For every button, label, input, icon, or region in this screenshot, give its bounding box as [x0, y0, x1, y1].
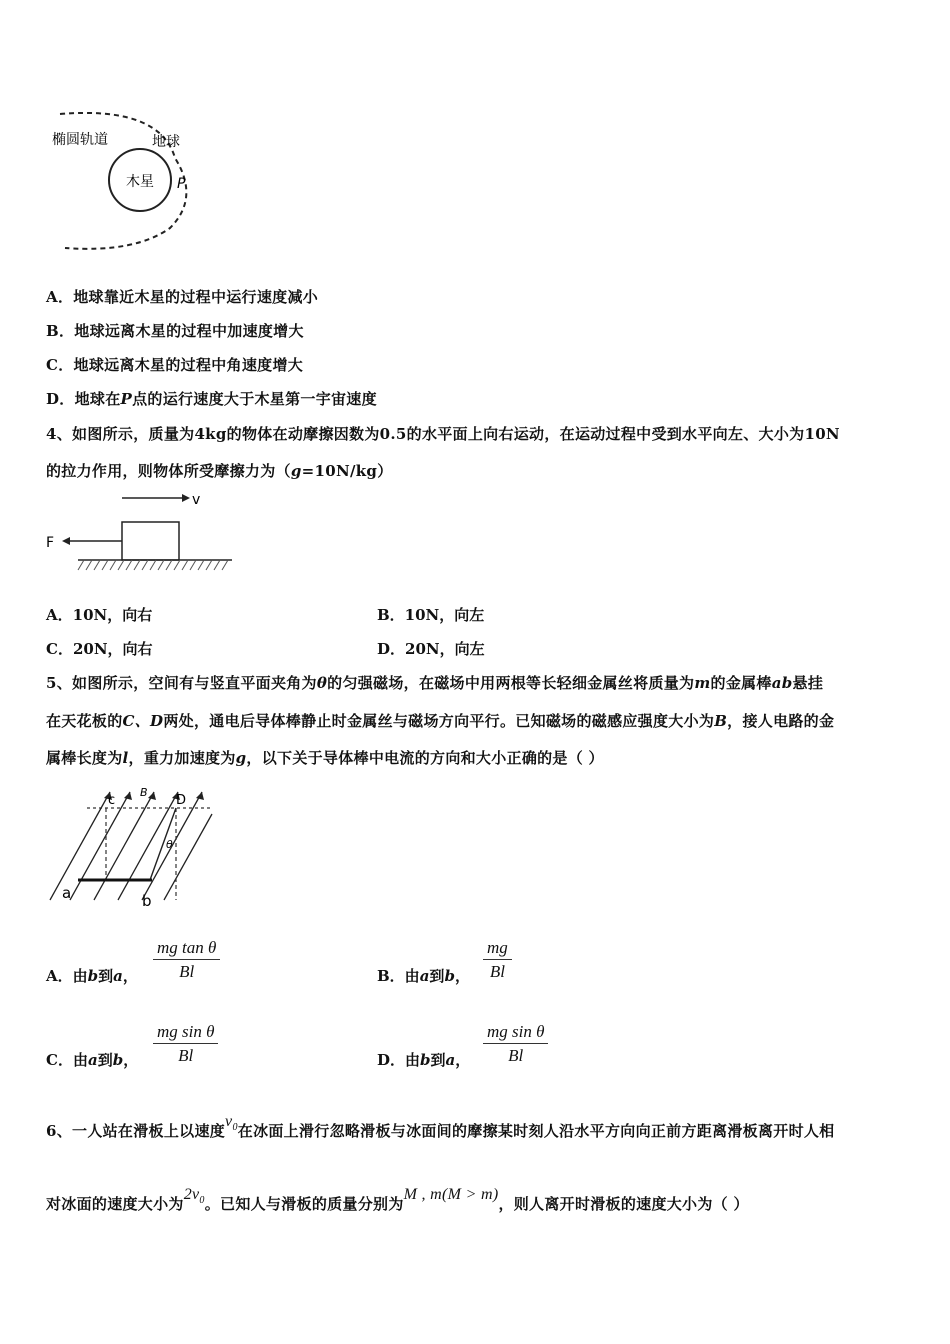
q5-fraction-d: $\frac{\text{mg sin θ}}{Bl}$ — [483, 1022, 548, 1066]
q4-option-d[interactable]: D．20N，向左 — [377, 640, 485, 658]
ground-hatch — [78, 560, 228, 570]
theta-label: θ — [166, 838, 173, 851]
q4-stem-line1: 4、如图所示，质量为4kg的物体在动摩擦因数为0.5的水平面上向右运动，在运动过程中受到水平向左、大小为10N — [46, 425, 840, 443]
force-arrowhead — [62, 537, 70, 545]
field-arrowheads — [104, 792, 204, 800]
two-v0-symbol: $2v_0$ — [183, 1186, 205, 1207]
p-label: P — [177, 176, 186, 192]
a-label: a — [62, 884, 72, 902]
block-figure — [40, 488, 240, 578]
v0-symbol: $v_0$ — [225, 1113, 238, 1134]
masses-expression: M , m(M > m) — [403, 1186, 499, 1203]
q4-stem-line2: 的拉力作用，则物体所受摩擦力为（g=10N/kg） — [46, 462, 393, 480]
b-field-label: B — [140, 786, 148, 799]
q3-option-b[interactable]: B．地球远离木星的过程中加速度增大 — [46, 322, 304, 340]
v-label: v — [192, 492, 201, 508]
jupiter-label: 木星 — [126, 174, 154, 190]
q3-option-c[interactable]: C．地球远离木星的过程中角速度增大 — [46, 356, 304, 374]
q5-option-b[interactable]: B．由a到b， — [377, 967, 470, 985]
c-label: c — [108, 793, 116, 808]
q3-option-a[interactable]: A．地球靠近木星的过程中运行速度减小 — [46, 288, 319, 306]
block-rect — [122, 522, 179, 560]
q3-option-d[interactable]: D．地球在P点的运行速度大于木星第一宇宙速度 — [46, 390, 377, 408]
q4-option-b[interactable]: B．10N，向左 — [377, 606, 485, 624]
q5-fraction-b: $\frac{mg}{Bl}$ — [483, 938, 512, 982]
q5-fraction-a: $\frac{\text{mg tan θ}}{Bl}$ — [153, 938, 220, 982]
d-label: D — [176, 793, 187, 808]
q5-stem-line1: 5、如图所示，空间有与竖直平面夹角为θ的匀强磁场，在磁场中用两根等长轻细金属丝将质量为m的金属棒ab悬挂 — [46, 674, 824, 692]
q5-stem-line2: 在天花板的C、D两处，通电后导体棒静止时金属丝与磁场方向平行。已知磁场的磁感应强度大小为B，接人电路的金 — [46, 712, 835, 730]
q5-stem-line3: 属棒长度为l，重力加速度为g，以下关于导体棒中电流的方向和大小正确的是（ ） — [46, 749, 604, 767]
q5-option-a[interactable]: A．由b到a， — [46, 967, 138, 985]
q5-fraction-c: $\frac{\text{mg sin θ}}{Bl}$ — [153, 1022, 218, 1066]
earth-label: 地球 — [152, 134, 180, 150]
q4-option-c[interactable]: C．20N，向右 — [46, 640, 153, 658]
f-label: F — [46, 535, 55, 551]
q4-option-a[interactable]: A．10N，向右 — [46, 606, 153, 624]
q5-option-d[interactable]: D．由b到a， — [377, 1051, 471, 1069]
b-label: b — [142, 892, 152, 910]
q6-stem-line1: 6、一人站在滑板上以速度$v_0$在冰面上滑行忽略滑板与冰面间的摩擦某时刻人沿水平方向向正前方距离滑板离开时人相 — [46, 1113, 835, 1140]
orbit-label: 椭圆轨道 — [52, 132, 108, 148]
magnetic-field-figure — [42, 782, 217, 910]
q6-stem-line2: 对冰面的速度大小为$2v_0$。已知人与滑板的质量分别为M , m(M > m)，则人离开时滑板的速度大小为（ ） — [46, 1186, 749, 1213]
q5-option-c[interactable]: C．由a到b， — [46, 1051, 139, 1069]
velocity-arrowhead — [182, 494, 190, 502]
orbit-figure — [40, 108, 210, 253]
